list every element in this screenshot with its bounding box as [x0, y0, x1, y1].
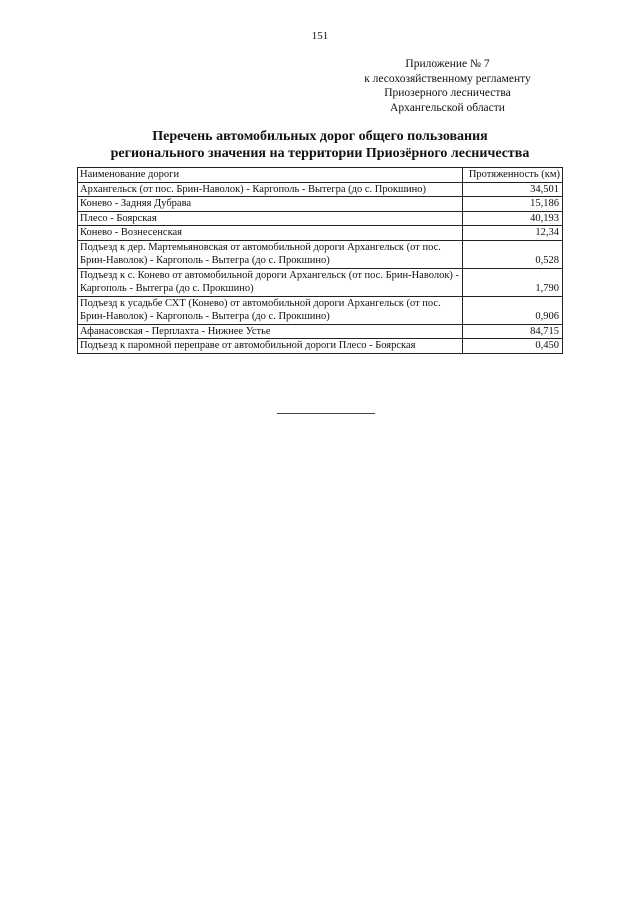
road-length: 0,528 [463, 240, 563, 268]
road-length: 34,501 [463, 182, 563, 197]
table-row [78, 240, 563, 268]
road-length: 15,186 [463, 197, 563, 212]
appendix-line: к лесохозяйственному регламенту [364, 72, 531, 85]
section-divider [277, 413, 375, 414]
road-length: 0,450 [463, 339, 563, 354]
table-header-row [78, 168, 563, 183]
road-name: Конево - Задняя Дубрава [78, 197, 463, 212]
road-name: Плесо - Боярская [78, 211, 463, 226]
table-row [78, 324, 563, 339]
appendix-line: Приозерного лесничества [384, 87, 511, 99]
table-row [78, 296, 563, 324]
road-name: Подъезд к с. Конево от автомобильной дороги Архангельск (от пос. Брин-Наволок) - Каргополь - Вытегра (до с. Прокшино) [78, 268, 463, 296]
document-title [78, 128, 562, 162]
page-number: 151 [311, 30, 329, 42]
road-name: Афанасовская - Перплахта - Нижнее Устье [78, 324, 463, 339]
road-length: 12,34 [463, 226, 563, 241]
column-header-name: Наименование дороги [78, 168, 463, 183]
road-name: Конево - Вознесенская [78, 226, 463, 241]
table-row [78, 226, 563, 241]
road-name: Подъезд к дер. Мартемьяновская от автомобильной дороги Архангельск (от пос. Брин-Наволок) - Каргополь - Вытегра (до с. Прокшино) [78, 240, 463, 268]
road-length: 84,715 [463, 324, 563, 339]
road-length: 0,906 [463, 296, 563, 324]
column-header-length: Протяженность (км) [463, 168, 563, 183]
roads-table [77, 167, 563, 354]
road-length: 1,790 [463, 268, 563, 296]
road-name: Архангельск (от пос. Брин-Наволок) - Каргополь - Вытегра (до с. Прокшино) [78, 182, 463, 197]
road-name: Подъезд к усадьбе СХТ (Конево) от автомобильной дороги Архангельск (от пос. Брин-Наволок) - Каргополь - Вытегра (до с. Прокшино) [78, 296, 463, 324]
table-row [78, 268, 563, 296]
appendix-caption [340, 57, 555, 115]
title-line: Перечень автомобильных дорог общего пользования [152, 129, 488, 144]
table-row [78, 182, 563, 197]
appendix-line: Приложение № 7 [405, 58, 490, 70]
road-name: Подъезд к паромной переправе от автомобильной дороги Плесо - Боярская [78, 339, 463, 354]
table-row [78, 339, 563, 354]
table-row [78, 197, 563, 212]
appendix-line: Архангельской области [390, 101, 505, 114]
title-line: регионального значения на территории Приозёрного лесничества [110, 146, 530, 161]
table-row [78, 211, 563, 226]
road-length: 40,193 [463, 211, 563, 226]
